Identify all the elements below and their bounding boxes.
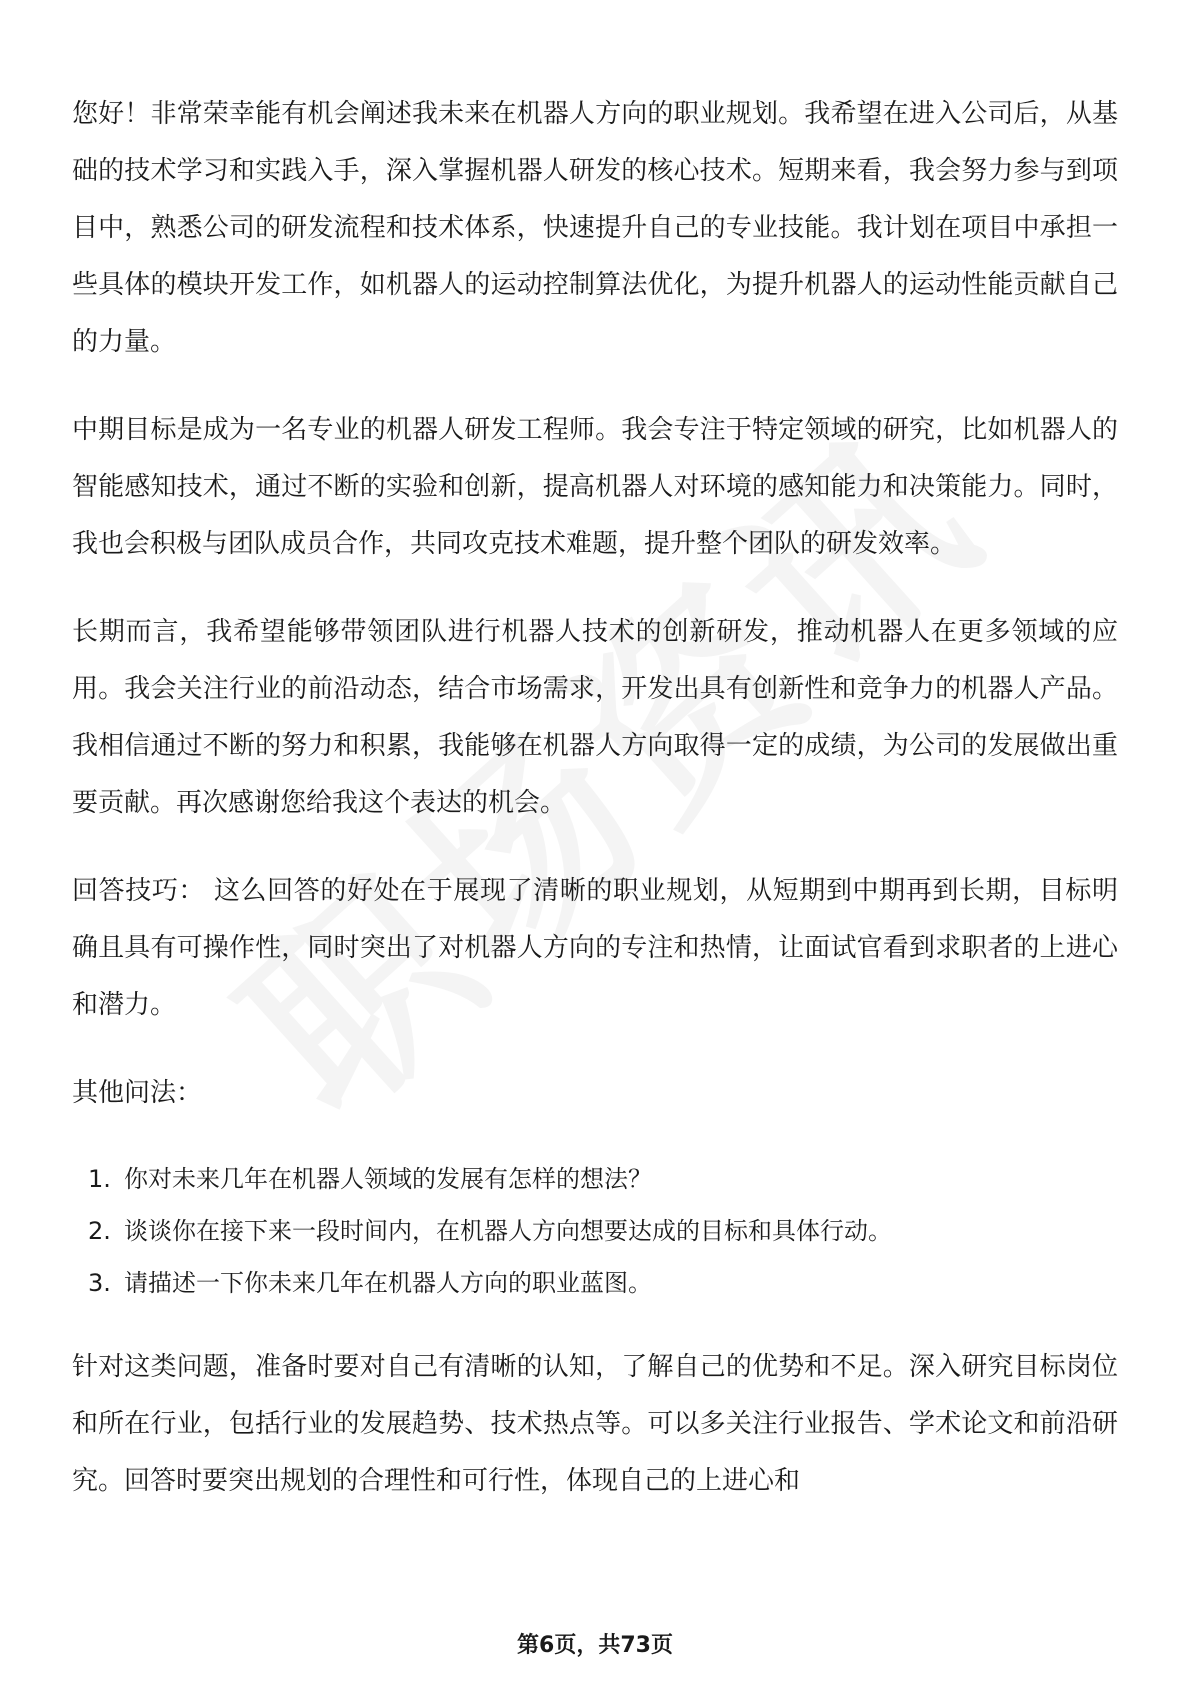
- document-body: [72, 86, 1118, 1541]
- paragraph-mid-term: 中期目标是成为一名专业的机器人研发工程师。我会专注于特定领域的研究，比如机器人的智能感知技术，通过不断的实验和创新，提高机器人对环境的感知能力和决策能力。同时，我也会积极与团队成员合作，共同攻克技术难题，提升整个团队的研发效率。: [72, 415, 1118, 559]
- page-number-footer: 第6页，共73页: [517, 1633, 673, 1658]
- list-item-text: 你对未来几年在机器人领域的发展有怎样的想法？: [124, 1165, 652, 1193]
- list-item: [72, 1153, 1118, 1205]
- paragraph-other-questions-heading: 其他问法：: [72, 1078, 203, 1108]
- list-item-number: 1.: [88, 1165, 111, 1193]
- list-item: [72, 1205, 1118, 1257]
- paragraph-answer-tips: 回答技巧： 这么回答的好处在于展现了清晰的职业规划，从短期到中期再到长期，目标明确且具有可操作性，同时突出了对机器人方向的专注和热情，让面试官看到求职者的上进心和潜力。: [72, 876, 1118, 1020]
- paragraph-intro: 您好！非常荣幸能有机会阐述我未来在机器人方向的职业规划。我希望在进入公司后，从基础的技术学习和实践入手，深入掌握机器人研发的核心技术。短期来看，我会努力参与到项目中，熟悉公司的研发流程和技术体系，快速提升自己的专业技能。我计划在项目中承担一些具体的模块开发工作，如机器人的运动控制算法优化，为提升机器人的运动性能贡献自己的力量。: [72, 99, 1118, 357]
- list-item-text: 请描述一下你未来几年在机器人方向的职业蓝图。: [124, 1269, 652, 1297]
- other-questions-list: [72, 1153, 1118, 1309]
- paragraph-closing: 针对这类问题，准备时要对自己有清晰的认知，了解自己的优势和不足。深入研究目标岗位和所在行业，包括行业的发展趋势、技术热点等。可以多关注行业报告、学术论文和前沿研究。回答时要突出规划的合理性和可行性，体现自己的上进心和: [72, 1352, 1118, 1496]
- paragraph-long-term: 长期而言，我希望能够带领团队进行机器人技术的创新研发，推动机器人在更多领域的应用。我会关注行业的前沿动态，结合市场需求，开发出具有创新性和竞争力的机器人产品。我相信通过不断的努力和积累，我能够在机器人方向取得一定的成绩，为公司的发展做出重要贡献。再次感谢您给我这个表达的机会。: [72, 617, 1118, 818]
- list-item-number: 3.: [88, 1269, 111, 1297]
- list-item-text: 谈谈你在接下来一段时间内，在机器人方向想要达成的目标和具体行动。: [124, 1217, 892, 1245]
- list-item-number: 2.: [88, 1217, 111, 1245]
- list-item: [72, 1257, 1118, 1309]
